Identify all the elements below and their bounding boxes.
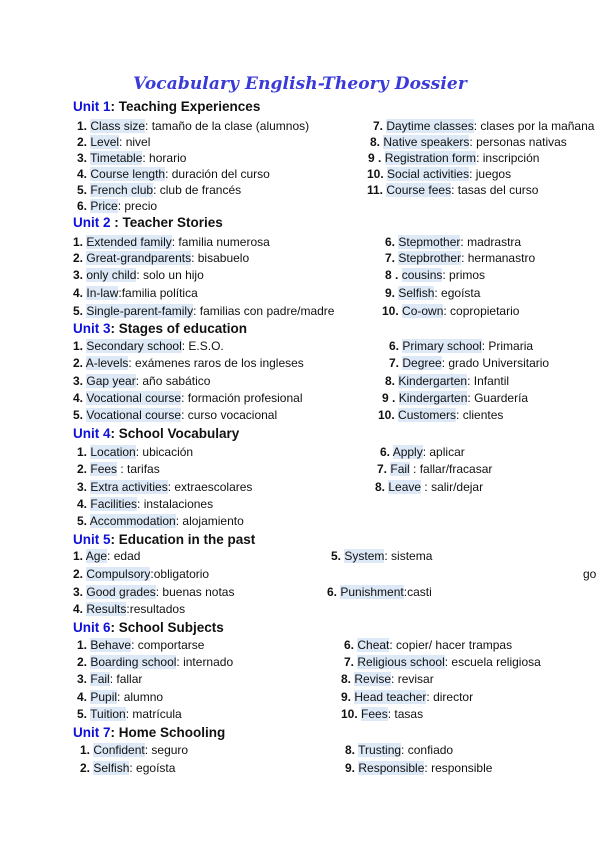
vocab-item	[385, 268, 485, 282]
item-definition: : inscripción	[476, 151, 540, 165]
item-definition: : formación profesional	[181, 391, 303, 405]
item-number: 5.	[77, 183, 88, 197]
item-number: 4.	[77, 497, 88, 511]
item-term: Good grades	[86, 585, 156, 599]
item-number: 6.	[344, 638, 355, 652]
item-definition: : tasas del curso	[451, 183, 539, 197]
item-term: A-levels	[85, 356, 129, 370]
item-term: Fail	[90, 672, 110, 686]
item-term: Stepbrother	[398, 251, 462, 265]
item-definition: : juegos	[469, 167, 512, 181]
vocab-item	[370, 135, 567, 149]
item-definition: : escuela religiosa	[444, 655, 541, 669]
item-number: 9.	[345, 761, 356, 775]
vocab-item	[73, 356, 304, 370]
vocab-item	[73, 549, 140, 563]
unit-separator: :	[110, 620, 119, 635]
item-definition: : E.S.O.	[181, 339, 224, 353]
item-term: Social activities	[387, 167, 470, 181]
item-definition: : grado Universitario	[441, 356, 550, 370]
item-number: 4.	[73, 286, 84, 300]
item-term: Kindergarten	[398, 391, 468, 405]
vocab-item	[367, 167, 511, 181]
item-term: Facilities	[90, 497, 138, 511]
vocab-item	[77, 497, 213, 511]
vocab-item	[77, 199, 157, 213]
item-definition: : confiado	[401, 743, 454, 757]
item-term: Confident	[93, 743, 145, 757]
item-number: 3.	[77, 672, 88, 686]
item-term: Single-parent-family	[86, 304, 194, 318]
item-term: Course length	[90, 167, 166, 181]
item-term: Customers	[398, 408, 457, 422]
item-definition: : familias con padre/madre	[193, 304, 335, 318]
item-definition: : copropietario	[443, 304, 520, 318]
vocab-item	[345, 761, 492, 775]
item-term: Age	[85, 549, 108, 563]
item-definition: : madrastra	[460, 235, 522, 249]
vocab-item	[367, 183, 538, 197]
item-definition: : ubicación	[135, 445, 194, 459]
vocab-item	[77, 707, 182, 721]
vocab-item	[73, 585, 234, 599]
vocab-item	[389, 339, 533, 353]
item-term: System	[344, 549, 385, 563]
item-number: 9.	[385, 286, 396, 300]
item-definition: : Guardería	[467, 391, 529, 405]
vocab-item	[73, 251, 249, 265]
item-term: Fees	[361, 707, 388, 721]
unit-separator: :	[110, 725, 119, 740]
item-term: Kindergarten	[398, 374, 468, 388]
vocab-item	[77, 151, 186, 165]
vocab-item	[382, 391, 528, 405]
unit-title: Home Schooling	[118, 725, 226, 740]
item-number: 1.	[73, 339, 84, 353]
item-term: Behave	[90, 638, 132, 652]
item-number: 10.	[378, 408, 395, 422]
vocab-item	[373, 119, 594, 133]
item-definition: : instalaciones	[137, 497, 214, 511]
item-definition: : bisabuelo	[191, 251, 250, 265]
item-number: 7.	[377, 462, 388, 476]
item-number: 7.	[385, 251, 396, 265]
item-definition: : extraescolares	[167, 480, 253, 494]
vocab-item	[77, 514, 244, 528]
item-term: Results	[86, 602, 127, 616]
vocab-item	[77, 638, 204, 652]
item-definition: : seguro	[144, 743, 189, 757]
vocab-item	[73, 374, 210, 388]
item-definition: : salir/dejar	[421, 480, 484, 494]
item-term: Great-grandparents	[86, 251, 192, 265]
vocab-item	[77, 655, 233, 669]
item-number: 5.	[77, 514, 88, 528]
unit-heading	[73, 620, 224, 635]
item-term: cousins	[401, 268, 443, 282]
item-number: 9 .	[382, 391, 396, 405]
unit-title: Teacher Stories	[122, 215, 223, 230]
vocab-item	[77, 690, 163, 704]
unit-title: School Vocabulary	[118, 426, 240, 441]
item-definition: : personas nativas	[469, 135, 567, 149]
item-definition: : primos	[442, 268, 486, 282]
item-term: Price	[90, 199, 118, 213]
item-definition: : Infantil	[467, 374, 510, 388]
item-term: Fail	[390, 462, 410, 476]
item-number: 3.	[73, 268, 84, 282]
item-term: Trusting	[358, 743, 402, 757]
item-term: Vocational course	[86, 408, 182, 422]
item-definition: : club de francés	[153, 183, 242, 197]
item-definition: : año sabático	[135, 374, 211, 388]
vocab-item	[341, 707, 423, 721]
item-definition: : horario	[142, 151, 187, 165]
unit-heading	[73, 426, 239, 441]
item-number: 3.	[77, 480, 88, 494]
vocab-item	[583, 567, 596, 581]
item-term: Degree	[402, 356, 442, 370]
item-number: 6.	[327, 585, 338, 599]
item-number: 3.	[77, 151, 88, 165]
item-term: Religious school	[357, 655, 445, 669]
item-term: Leave	[388, 480, 422, 494]
item-definition: :resultados	[126, 602, 186, 616]
item-term: Apply	[392, 445, 423, 459]
item-number: 4.	[73, 391, 84, 405]
item-definition: : copier/ hacer trampas	[389, 638, 513, 652]
item-term: Timetable	[90, 151, 143, 165]
item-number: 2.	[77, 135, 88, 149]
item-definition: : clientes	[456, 408, 504, 422]
item-definition: : tasas	[387, 707, 424, 721]
vocab-item	[331, 549, 432, 563]
item-number: 2.	[73, 251, 84, 265]
item-definition: : exámenes raros de los ingleses	[128, 356, 304, 370]
vocab-item	[77, 480, 252, 494]
item-number: 10.	[341, 707, 358, 721]
unit-separator: :	[110, 532, 119, 547]
vocab-item	[341, 672, 434, 686]
item-definition: : hermanastro	[461, 251, 536, 265]
item-term: Accommodation	[89, 514, 176, 528]
item-number: 4.	[77, 167, 88, 181]
item-term: In-law	[86, 286, 119, 300]
item-definition: : buenas notas	[155, 585, 235, 599]
item-term: Tuition	[90, 707, 126, 721]
vocab-item	[385, 251, 535, 265]
item-term: Fees	[90, 462, 118, 476]
item-number: 10.	[382, 304, 399, 318]
item-number: 2.	[77, 462, 88, 476]
unit-number: Unit 6	[73, 620, 111, 635]
item-number: 8.	[385, 374, 396, 388]
item-number: 5.	[77, 707, 88, 721]
item-definition: : revisar	[391, 672, 434, 686]
item-term: Selfish	[398, 286, 435, 300]
item-term: Level	[90, 135, 120, 149]
vocab-item	[73, 408, 277, 422]
item-definition: :obligatorio	[150, 567, 210, 581]
item-number: 2.	[80, 761, 91, 775]
item-term: French club	[90, 183, 154, 197]
item-number: 8.	[341, 672, 352, 686]
unit-heading	[73, 215, 223, 230]
item-definition: : responsible	[424, 761, 493, 775]
vocab-item	[327, 585, 432, 599]
item-term: Cheat	[357, 638, 390, 652]
unit-number: Unit 2	[73, 215, 111, 230]
unit-number: Unit 7	[73, 725, 111, 740]
item-term: Gap year	[86, 374, 136, 388]
unit-title: Education in the past	[118, 532, 256, 547]
item-term: Stepmother	[398, 235, 461, 249]
vocab-item	[77, 672, 142, 686]
vocab-item	[377, 462, 492, 476]
unit-number: Unit 4	[73, 426, 111, 441]
item-term: Class size	[90, 119, 146, 133]
unit-number: Unit 1	[73, 99, 111, 114]
item-number: 3.	[73, 374, 84, 388]
unit-heading	[73, 99, 260, 114]
item-number: 7.	[389, 356, 400, 370]
vocab-item	[345, 743, 453, 757]
item-term: Registration form	[384, 151, 477, 165]
item-number: 1.	[77, 119, 88, 133]
item-definition: : tamaño de la clase (alumnos)	[145, 119, 310, 133]
item-term: Pupil	[90, 690, 118, 704]
item-term: Secondary school	[86, 339, 182, 353]
vocab-item	[380, 445, 465, 459]
item-number: 5.	[331, 549, 342, 563]
vocab-item	[77, 135, 150, 149]
item-term: Vocational course	[86, 391, 182, 405]
item-number: 8.	[370, 135, 381, 149]
unit-title: Teaching Experiences	[118, 99, 261, 114]
item-number: 4.	[73, 602, 84, 616]
item-definition: : alojamiento	[175, 514, 244, 528]
vocab-item	[73, 567, 209, 581]
item-number: 8.	[345, 743, 356, 757]
unit-heading	[73, 725, 225, 740]
vocab-item	[378, 408, 503, 422]
item-number: 6.	[77, 199, 88, 213]
vocab-item	[73, 602, 185, 616]
item-number: 8 .	[385, 268, 399, 282]
item-number: 8.	[375, 480, 386, 494]
vocab-item	[382, 304, 519, 318]
item-definition: : edad	[107, 549, 141, 563]
vocab-item	[77, 445, 193, 459]
item-number: 7.	[344, 655, 355, 669]
item-definition: : internado	[176, 655, 234, 669]
item-definition: : tarifas	[117, 462, 160, 476]
item-number: 6.	[385, 235, 396, 249]
item-number: 9.	[341, 690, 352, 704]
item-definition: : Primaria	[481, 339, 534, 353]
vocab-item	[385, 235, 521, 249]
item-definition: : solo un hijo	[136, 268, 204, 282]
vocab-item	[368, 151, 539, 165]
item-definition: : egoísta	[434, 286, 481, 300]
item-term: Revise	[354, 672, 392, 686]
vocab-item	[73, 304, 334, 318]
vocab-item	[389, 356, 549, 370]
unit-separator: :	[110, 321, 119, 336]
item-term: Compulsory	[86, 567, 151, 581]
item-definition: : clases por la mañana	[473, 119, 595, 133]
vocab-item	[77, 462, 160, 476]
item-number: 6.	[380, 445, 391, 459]
item-number: 1.	[77, 445, 88, 459]
item-definition: : familia numerosa	[171, 235, 270, 249]
item-number: 1.	[73, 235, 84, 249]
vocab-item	[385, 286, 480, 300]
vocab-item	[80, 761, 175, 775]
item-number: 9 .	[368, 151, 382, 165]
vocab-item	[73, 286, 198, 300]
item-term: Boarding school	[90, 655, 177, 669]
item-term: Responsible	[358, 761, 425, 775]
unit-title: Stages of education	[118, 321, 248, 336]
item-number: 2.	[73, 567, 84, 581]
item-definition: : precio	[117, 199, 158, 213]
item-number: 11.	[367, 183, 384, 197]
unit-separator: :	[110, 99, 119, 114]
item-definition: : comportarse	[131, 638, 205, 652]
item-term: Punishment	[340, 585, 404, 599]
item-term: Selfish	[93, 761, 130, 775]
item-definition: :casti	[403, 585, 432, 599]
unit-number: Unit 3	[73, 321, 111, 336]
item-number: 4.	[77, 690, 88, 704]
unit-separator: :	[110, 215, 123, 230]
item-term: Location	[90, 445, 136, 459]
item-number: 10.	[367, 167, 384, 181]
item-number: 5.	[73, 304, 84, 318]
vocab-item	[375, 480, 483, 494]
item-definition: : matrícula	[125, 707, 182, 721]
item-definition: :familia política	[118, 286, 198, 300]
item-number: 1.	[80, 743, 91, 757]
vocab-item	[341, 690, 473, 704]
item-definition: : director	[426, 690, 474, 704]
vocab-item	[77, 183, 241, 197]
item-definition: : aplicar	[422, 445, 465, 459]
unit-heading	[73, 532, 255, 547]
vocab-item	[385, 374, 509, 388]
item-number: 1.	[73, 549, 84, 563]
item-term: only child	[86, 268, 137, 282]
item-definition: : fallar/fracasar	[409, 462, 493, 476]
item-term: Native speakers	[383, 135, 470, 149]
item-term: Head teacher	[354, 690, 427, 704]
item-number: 3.	[73, 585, 84, 599]
item-term: Extra activities	[90, 480, 168, 494]
vocab-item	[80, 743, 188, 757]
item-definition: : duración del curso	[165, 167, 270, 181]
vocab-item	[73, 235, 270, 249]
vocab-item	[73, 391, 303, 405]
vocab-item	[344, 638, 512, 652]
unit-number: Unit 5	[73, 532, 111, 547]
item-term: Extended family	[86, 235, 172, 249]
item-definition: : egoísta	[129, 761, 176, 775]
item-definition: : nivel	[119, 135, 151, 149]
unit-separator: :	[110, 426, 119, 441]
item-number: 7.	[373, 119, 384, 133]
item-definition: : fallar	[109, 672, 143, 686]
vocab-item	[77, 119, 309, 133]
unit-title: School Subjects	[118, 620, 224, 635]
document-title: Vocabulary English-Theory Dossier	[133, 74, 467, 94]
item-definition: go	[583, 567, 597, 581]
vocab-item	[344, 655, 541, 669]
vocab-item	[77, 167, 270, 181]
item-number: 2.	[77, 655, 88, 669]
item-number: 5.	[73, 408, 84, 422]
item-definition: : alumno	[117, 690, 164, 704]
vocab-item	[73, 339, 224, 353]
item-term: Course fees	[386, 183, 452, 197]
vocab-item	[73, 268, 204, 282]
item-definition: : curso vocacional	[181, 408, 278, 422]
item-definition: : sistema	[384, 549, 433, 563]
unit-heading	[73, 321, 247, 336]
item-number: 1.	[77, 638, 88, 652]
item-term: Co-own	[402, 304, 444, 318]
item-number: 2.	[73, 356, 84, 370]
item-term: Daytime classes	[386, 119, 474, 133]
item-number: 6.	[389, 339, 400, 353]
item-term: Primary school	[402, 339, 482, 353]
